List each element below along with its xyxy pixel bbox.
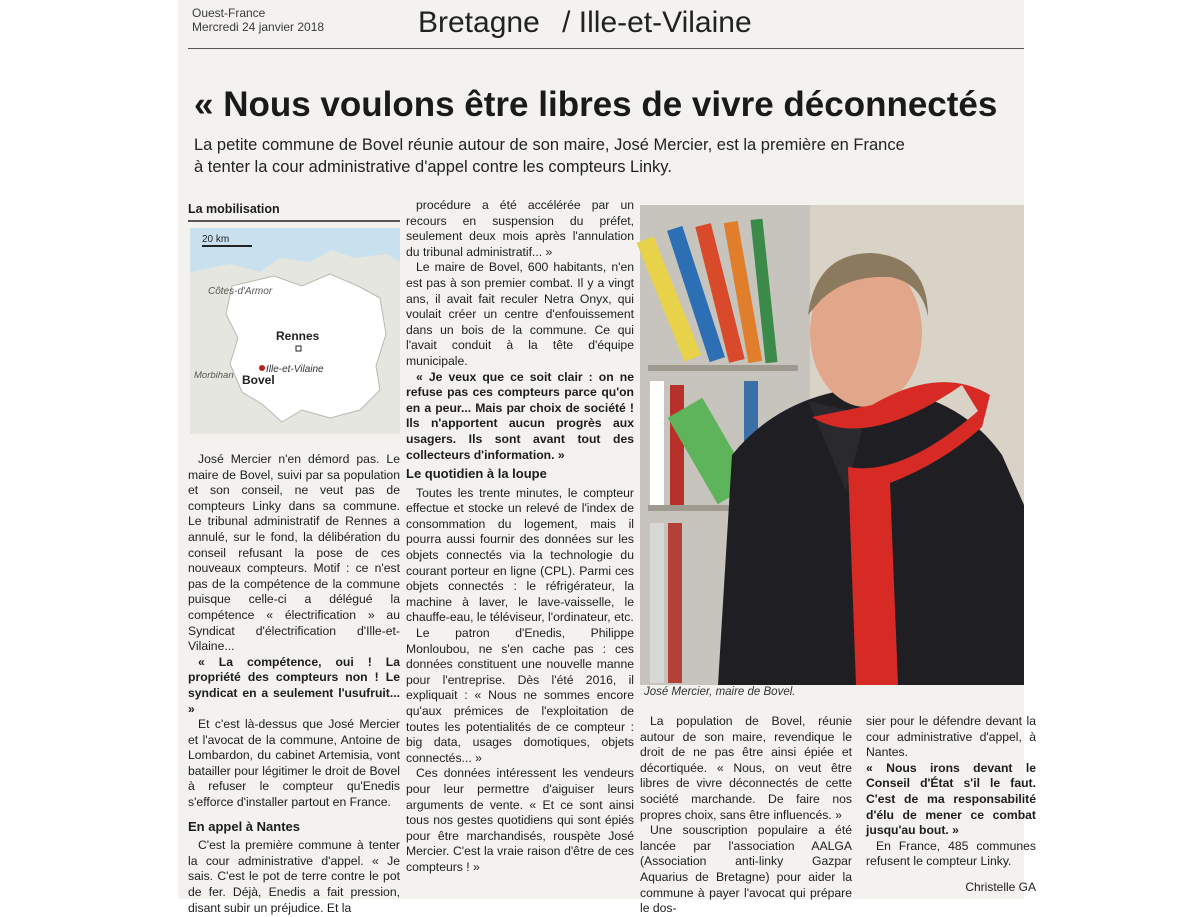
col4-quote: « Nous irons devant le Conseil d'État s'il le faut. C'est de ma responsabilité d'élu de mener ce combat jusqu'au bout. » [866, 760, 1036, 838]
book-red-2 [668, 523, 682, 683]
article-column-3 [640, 714, 852, 917]
map-figure [190, 228, 400, 434]
standfirst-line-2: à tenter la cour administrative d'appel contre les compteurs Linky. [194, 158, 672, 176]
col2-paragraph-2: Le maire de Bovel, 600 habitants, n'en est pas à son premier combat. Il y a vingt ans, il avait fait reculer Netra Onyx, qui voulait créer un centre d'enfouissement dans un bois de la commune. Ce qui l'avait conduit à la tête d'équipe municipale. [406, 260, 634, 368]
map-label-morbihan: Morbihan [194, 370, 234, 381]
map-label-ille: Ille-et-Vilaine [266, 364, 324, 375]
book-red [670, 385, 684, 505]
col3-paragraph-2: Une souscription populaire a été lancée par l'association AALGA (Association anti-linky Gazpar Aquarius de Bretagne) pour aider la commune à payer l'avocat qui prépare le dos- [640, 823, 852, 916]
col1-quote: « La compétence, oui ! La propriété des compteurs non ! Le syndicat en a seulement l'usufruit... » [188, 654, 400, 716]
col2-paragraph-1: procédure a été accélérée par un recours en suspension du préfet, seulement deux mois après l'annulation du tribunal administratif... » [406, 198, 634, 259]
article-column-4 [866, 714, 1036, 896]
section-title: Bretagne [418, 6, 540, 39]
map-scale-label: 20 km [202, 234, 230, 245]
article-column-2 [406, 198, 634, 876]
col1-subheading: En appel à Nantes [188, 818, 300, 834]
newspaper-page [178, 0, 1036, 916]
portrait-photo [640, 205, 1024, 685]
map-heading-rule [188, 220, 400, 222]
col2-subheading: Le quotidien à la loupe [406, 466, 547, 482]
masthead-rule [188, 48, 1024, 49]
map-label-bovel: Bovel [242, 373, 275, 387]
issue-date: Mercredi 24 janvier 2018 [192, 20, 325, 34]
book-white [650, 381, 664, 505]
author-signature: Christelle GA [965, 879, 1036, 894]
standfirst-line-1: La petite commune de Bovel réunie autour de son maire, José Mercier, est la première en France [194, 136, 905, 154]
map-box [188, 200, 400, 438]
shelf-board [648, 365, 798, 371]
col2-quote-1: « Je veux que ce soit clair : on ne refuse pas ces compteurs parce qu'on en a peur... Mais par choix de société ! Ils n'apportent aucun progrès aux usagers. Ils sont avant tout des collecteurs d'information. » [406, 369, 634, 462]
col2-paragraph-4: Toutes les trente minutes, le compteur effectue et stocke un relevé de l'index de consommation du logement, mais il pourra aussi fournir des données sur les objets connectés via la technologie du courant porteur en ligne (CPL). Parmi ces objets connectés : le réfrigérateur, la machine à laver, le lave-vaisselle, le chauffe-eau, le téléviseur, l'ordinateur, etc. [406, 485, 634, 625]
map-label-cotes: Côtes-d'Armor [208, 286, 273, 297]
col2-paragraph-5: Le patron d'Enedis, Philippe Monloubou, ne s'en cache pas : ces données constituent une nouvelle manne pour l'entreprise. Dès l'été 2016, il expliquait : « Nous ne sommes encore qu'aux prémices de l'exploitation de toutes les potentialités de ce compteur : big data, usages domotiques, objets connectés... » [406, 626, 634, 765]
map-label-rennes: Rennes [276, 329, 320, 343]
col3-paragraph-1: La population de Bovel, réunie autour de son maire, revendique le droit de ne pas être ainsi épiée et décortiquée. « Nous, on veut être libres de vivre déconnectés de cette société marchande. De faire nos propres choix, sans être influencés. » [640, 714, 852, 822]
standfirst [194, 134, 1014, 178]
col2-paragraph-6: Ces données intéressent les vendeurs pour leur permettre d'aiguiser leurs arguments de vente. « Et ce sont ainsi tous nos gestes quotidiens qui sont épiés pour être marchandisés, rouspète José Mercier. C'est la vraie raison d'être de ces compteurs ! » [406, 766, 634, 874]
book-grey [650, 523, 664, 683]
headline: « Nous voulons être libres de vivre déconnectés [194, 85, 998, 124]
section-header [418, 5, 752, 41]
col1-paragraph-1: José Mercier n'en démord pas. Le maire de Bovel, suivi par sa population et son conseil, ne veut pas de compteurs Linky dans sa commune. Le tribunal administratif de Rennes a annulé, sur le fond, la délibération du conseil refusant la pose de ces nouveaux compteurs. Motif : ce n'est pas de la compétence de la commune puisque celle-ci a délégué la compétence « électrification » au Syndicat d'électrification d'Ille-et-Vilaine... [188, 452, 400, 654]
subsection-title: / Ille-et-Vilaine [562, 6, 752, 39]
paper-name: Ouest-France [192, 6, 266, 20]
map-heading: La mobilisation [188, 202, 280, 216]
article-column-1 [188, 452, 400, 916]
col1-paragraph-3: Et c'est là-dessus que José Mercier et l'avocat de la commune, Antoine de Lombardon, du cabinet Artemisia, vont batailler pour légitimer le droit de Bovel à refuser le compteur qu'Enedis s'efforce d'installer partout en France. [188, 717, 400, 810]
col4-paragraph-1: sier pour le défendre devant la cour administrative d'appel, à Nantes. [866, 714, 1036, 760]
masthead-left [192, 6, 324, 34]
col1-paragraph-4: C'est la première commune à tenter la cour administrative d'appel. « Je sais. C'est le pot de terre contre le pot de fer. Déjà, Enedis a fait pression, disant subir un préjudice. Et la [188, 838, 400, 915]
col4-paragraph-2: En France, 485 communes refusent le compteur Linky. [866, 838, 1036, 869]
bovel-marker [259, 365, 265, 371]
photo-caption: José Mercier, maire de Bovel. [644, 686, 796, 698]
